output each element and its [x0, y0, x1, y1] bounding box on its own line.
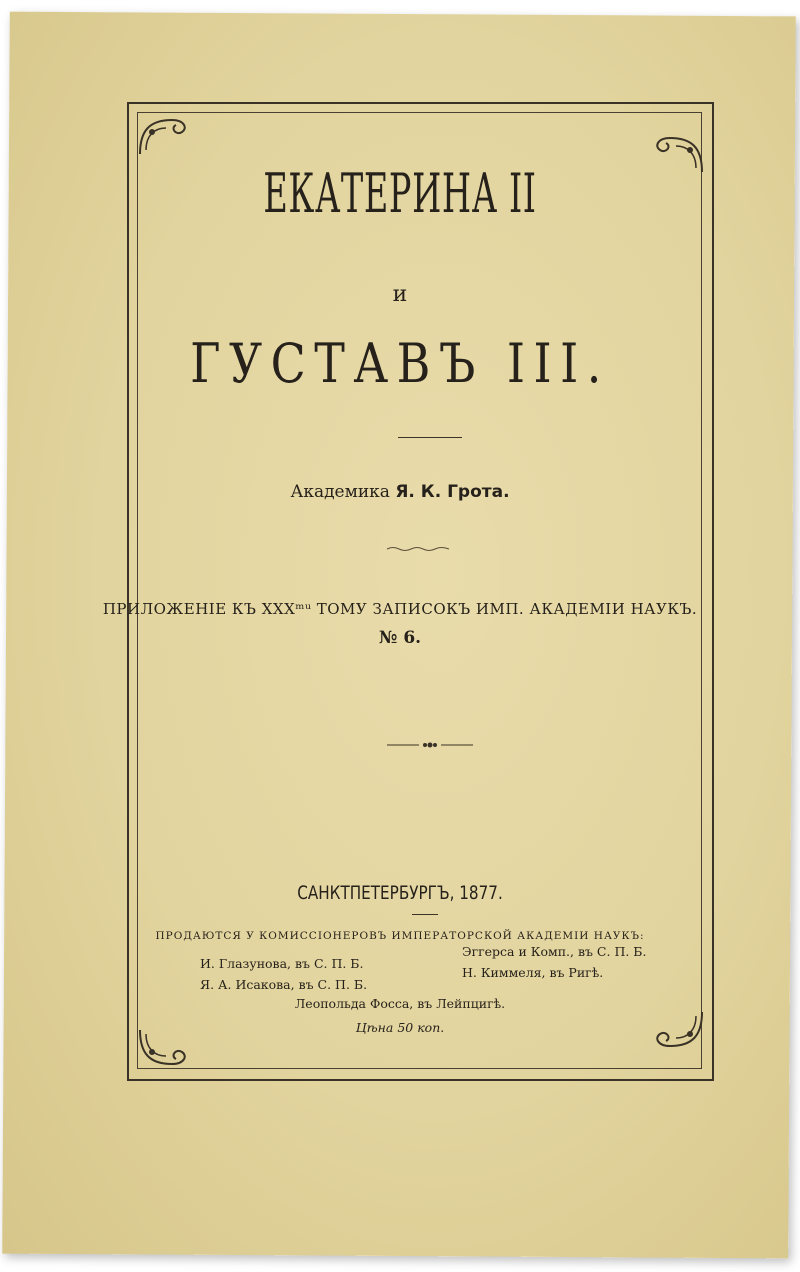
sold-by-line: ПРОДАЮТСЯ У КОМИССІОНЕРОВЪ ИМПЕРАТОРСКОЙ АКАДЕМІИ НАУКЪ: [155, 930, 645, 942]
seller-entry: Н. Киммеля, въ Ригѣ. [462, 965, 604, 980]
issue-number: № 6. [378, 628, 422, 648]
seller-entry: Эггерса и Комп., въ С. П. Б. [462, 944, 647, 959]
title-conjunction: и [392, 282, 408, 307]
price: Цѣна 50 коп. [355, 1020, 445, 1035]
title-rule [398, 437, 462, 438]
cover-border-inner [137, 112, 702, 1069]
author-name: Я. К. Грота. [395, 482, 510, 502]
seller-entry: И. Глазунова, въ С. П. Б. [200, 956, 364, 971]
corner-ornament-top-left [132, 110, 192, 162]
title-line-1: ЕКАТЕРИНА II [263, 162, 537, 225]
publication-place-year: САНКТПЕТЕРБУРГЪ, 1877. [297, 882, 503, 904]
city-rule [412, 914, 438, 915]
decorative-divider-1 [385, 545, 451, 553]
corner-ornament-top-right [650, 128, 710, 180]
decorative-divider-2 [385, 740, 475, 750]
seller-entry: Я. А. Исакова, въ С. П. Б. [200, 977, 368, 992]
author-line [0, 482, 800, 502]
sellers-left [200, 956, 367, 992]
author-prefix: Академика [290, 482, 390, 502]
seller-center: Леопольда Фосса, въ Лейпцигѣ. [294, 996, 506, 1011]
appendix-note: ПРИЛОЖЕНІЕ КЪ XXXᵐᵘ ТОМУ ЗАПИСОКЪ ИМП. АКАДЕМІИ НАУКЪ. [102, 600, 698, 618]
sellers-right [462, 944, 646, 980]
title-line-2: ГУСТАВЪ III. [190, 332, 610, 395]
